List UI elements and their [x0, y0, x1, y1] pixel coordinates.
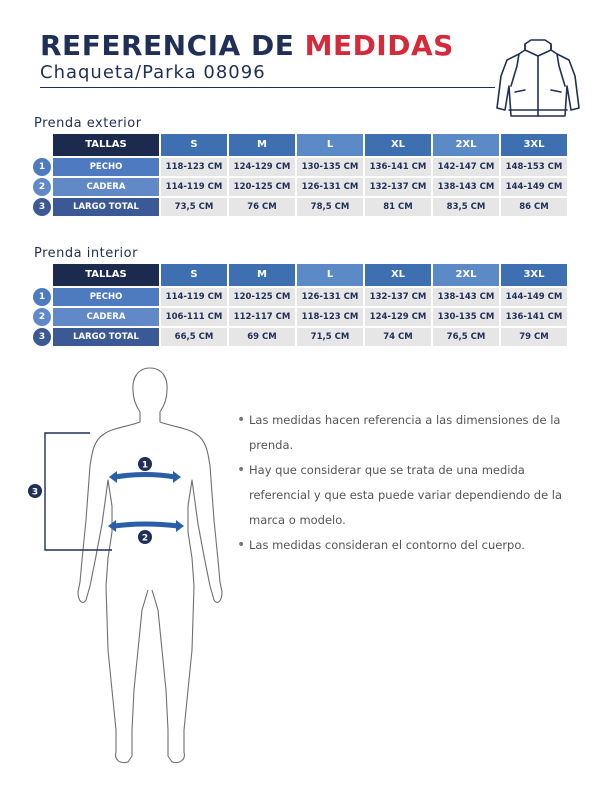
table-cell: 136-141 CM [501, 308, 567, 326]
row-number-badge: 2 [33, 178, 51, 196]
table-cell: 124-129 CM [229, 158, 295, 176]
table-cell: 74 CM [365, 328, 431, 346]
marker-1-label: 1 [141, 460, 149, 471]
marker-2 [138, 530, 152, 544]
row-number-badge: 1 [33, 288, 51, 306]
row-label: PECHO [53, 158, 159, 176]
note-item: • Las medidas consideran el contorno del cuerpo. [237, 533, 567, 558]
bullet-icon: • [237, 537, 246, 553]
table-cell: 69 CM [229, 328, 295, 346]
size-header: L [297, 264, 363, 286]
body-outline [78, 368, 222, 763]
marker-1 [138, 457, 152, 471]
row-number-badge: 1 [33, 158, 51, 176]
table-cell: 86 CM [501, 198, 567, 216]
table-cell: 130-135 CM [297, 158, 363, 176]
size-header: 3XL [501, 134, 567, 156]
notes-list [237, 408, 567, 558]
table-cell: 148-153 CM [501, 158, 567, 176]
table-cell: 71,5 CM [297, 328, 363, 346]
row-label: PECHO [53, 288, 159, 306]
size-header: S [161, 264, 227, 286]
table-cell: 81 CM [365, 198, 431, 216]
title-accent: MEDIDAS [304, 29, 454, 62]
table-header-tallas: TALLAS [53, 264, 159, 286]
size-header: XL [365, 134, 431, 156]
row-label: LARGO TOTAL [53, 198, 159, 216]
header-divider [40, 87, 495, 88]
size-header: 3XL [501, 264, 567, 286]
table-cell: 130-135 CM [433, 308, 499, 326]
marker-3 [28, 484, 42, 498]
bullet-icon: • [237, 412, 246, 428]
size-header: XL [365, 264, 431, 286]
table-cell: 79 CM [501, 328, 567, 346]
row-number-badge: 3 [33, 328, 51, 346]
size-header: M [229, 264, 295, 286]
table-cell: 120-125 CM [229, 178, 295, 196]
size-header: S [161, 134, 227, 156]
table-cell: 138-143 CM [433, 178, 499, 196]
table-cell: 76 CM [229, 198, 295, 216]
size-header: L [297, 134, 363, 156]
table-cell: 114-119 CM [161, 178, 227, 196]
table-cell: 126-131 CM [297, 288, 363, 306]
table-cell: 76,5 CM [433, 328, 499, 346]
table-cell: 112-117 CM [229, 308, 295, 326]
table-cell: 118-123 CM [297, 308, 363, 326]
table-cell: 120-125 CM [229, 288, 295, 306]
table-cell: 78,5 CM [297, 198, 363, 216]
marker-3-label: 3 [31, 487, 39, 498]
row-label: CADERA [53, 308, 159, 326]
page-title [40, 30, 454, 62]
table-cell: 132-137 CM [365, 288, 431, 306]
body-measurement-figure [20, 360, 240, 780]
row-label: LARGO TOTAL [53, 328, 159, 346]
table-cell: 83,5 CM [433, 198, 499, 216]
header [40, 30, 454, 84]
table-cell: 144-149 CM [501, 288, 567, 306]
product-subtitle: Chaqueta/Parka 08096 [40, 62, 266, 83]
size-header: 2XL [433, 264, 499, 286]
jacket-icon [495, 36, 581, 122]
table-cell: 138-143 CM [433, 288, 499, 306]
table-cell: 114-119 CM [161, 288, 227, 306]
size-header: M [229, 134, 295, 156]
size-header: 2XL [433, 134, 499, 156]
table-cell: 66,5 CM [161, 328, 227, 346]
row-number-badge: 2 [33, 308, 51, 326]
table-cell: 144-149 CM [501, 178, 567, 196]
chest-arrows [109, 471, 181, 483]
table-cell: 118-123 CM [161, 158, 227, 176]
table-cell: 142-147 CM [433, 158, 499, 176]
length-bracket [45, 433, 112, 550]
table-cell: 124-129 CM [365, 308, 431, 326]
row-number-badge: 3 [33, 198, 51, 216]
note-item: • Hay que considerar que se trata de una medida referencial y que esta puede variar dependiendo de la marca o modelo. [237, 458, 567, 533]
table-cell: 73,5 CM [161, 198, 227, 216]
marker-2-label: 2 [141, 533, 149, 544]
table-1-label: Prenda exterior [34, 116, 142, 131]
table-header-tallas: TALLAS [53, 134, 159, 156]
table-cell: 126-131 CM [297, 178, 363, 196]
title-main: REFERENCIA DE [40, 29, 305, 62]
table-2-label: Prenda interior [34, 246, 138, 261]
row-label: CADERA [53, 178, 159, 196]
table-cell: 106-111 CM [161, 308, 227, 326]
bullet-icon: • [237, 462, 246, 478]
table-cell: 136-141 CM [365, 158, 431, 176]
size-table-interior [33, 264, 573, 350]
table-cell: 132-137 CM [365, 178, 431, 196]
size-table-exterior [33, 134, 573, 220]
note-item: • Las medidas hacen referencia a las dimensiones de la prenda. [237, 408, 567, 458]
